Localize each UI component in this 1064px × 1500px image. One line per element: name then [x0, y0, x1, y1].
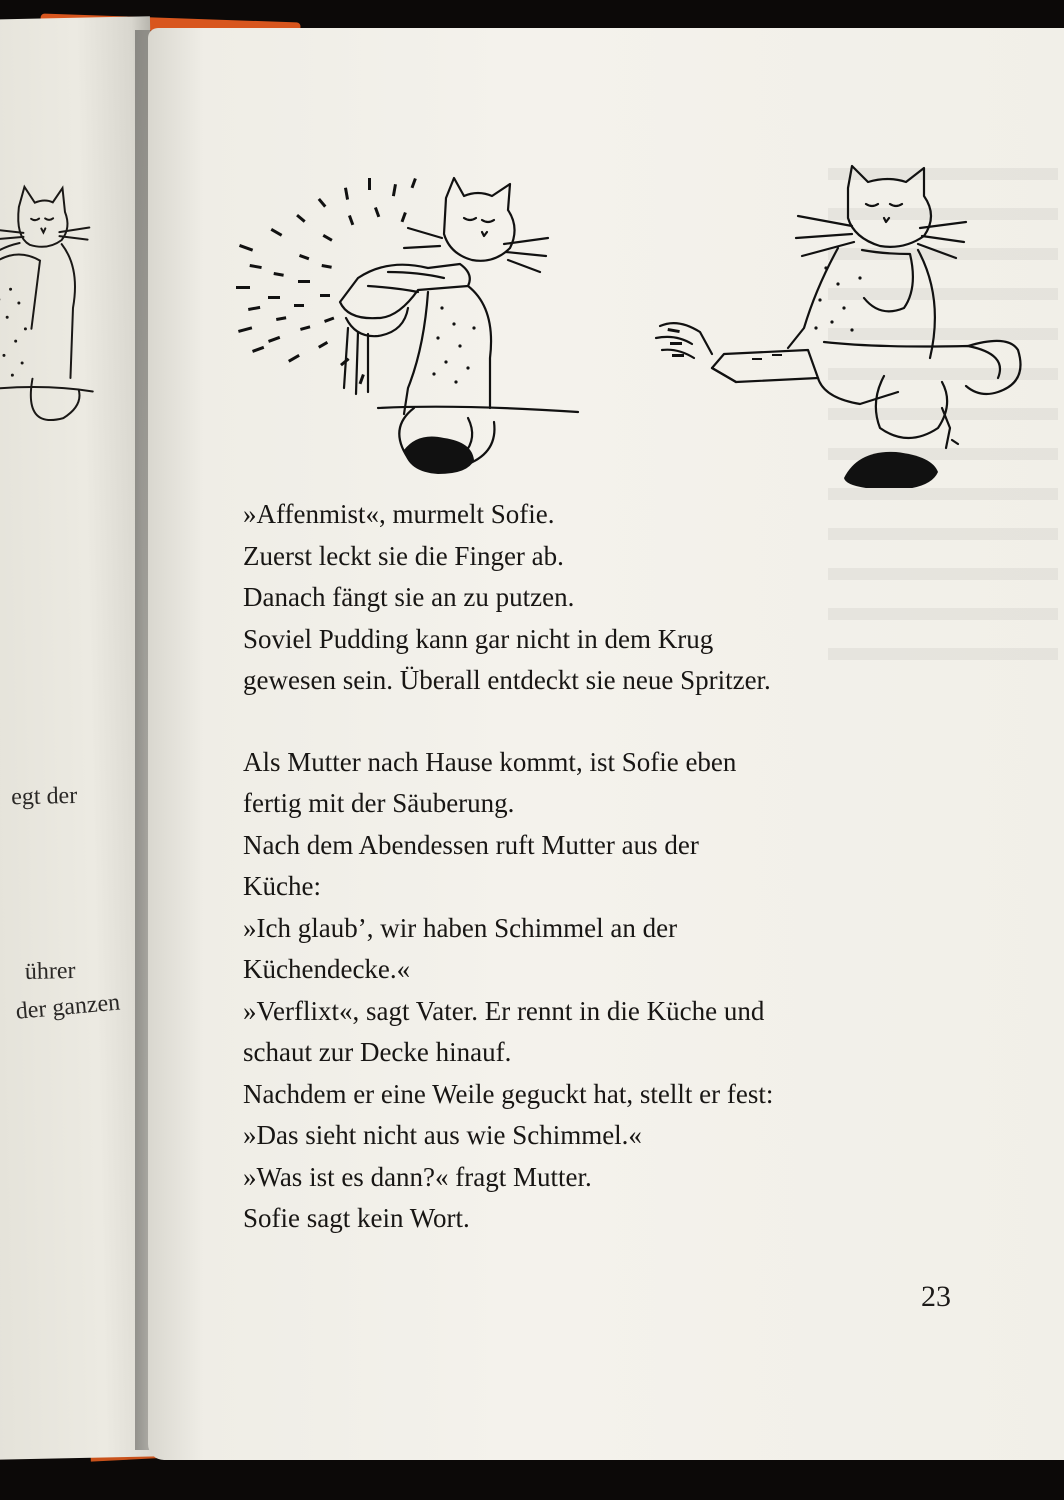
text-line: Küchendecke.« [243, 954, 411, 984]
text-line: Nachdem er eine Weile geguckt hat, stellt er fest: [243, 1078, 774, 1109]
left-page-fragment-2: ührer [24, 957, 76, 986]
cat-licking-pudding-illustration [228, 168, 588, 478]
left-cat-illustration [0, 177, 113, 430]
page-number: 23 [921, 1280, 951, 1313]
text-line: Küche: [243, 871, 321, 901]
left-page-fragment-3: der ganzen [14, 989, 122, 1025]
text-line: »Affenmist«, murmelt Sofie. [243, 499, 555, 529]
text-line: schaut zur Decke hinauf. [243, 1037, 512, 1067]
text-line: Als Mutter nach Hause kommt, ist Sofie eben [243, 746, 737, 777]
text-line: »Das sieht nicht aus wie Schimmel.« [243, 1120, 642, 1150]
right-page [148, 28, 1064, 1460]
text-line: fertig mit der Säuberung. [243, 788, 515, 818]
text-line: Sofie sagt kein Wort. [243, 1203, 470, 1233]
story-text [243, 494, 1043, 1240]
text-line: »Ich glaub’, wir haben Schimmel an der [243, 912, 678, 943]
text-line: »Was ist es dann?« fragt Mutter. [243, 1161, 592, 1192]
text-line: Danach fängt sie an zu putzen. [243, 582, 575, 612]
paragraph-1 [243, 494, 1043, 702]
text-line: »Verflixt«, sagt Vater. Er rennt in die Küche und [243, 995, 765, 1026]
text-line: Nach dem Abendessen ruft Mutter aus der [243, 829, 699, 860]
text-line: Zuerst leckt sie die Finger ab. [243, 540, 564, 571]
text-line: gewesen sein. Überall entdeckt sie neue Spritzer. [243, 665, 771, 695]
left-page-fragment-1: egt der [10, 782, 78, 811]
paragraph-gap [243, 702, 1043, 742]
paragraph-2 [243, 742, 1043, 1240]
text-line: Soviel Pudding kann gar nicht in dem Krug [243, 623, 714, 654]
cat-cleaning-jug-illustration [648, 158, 1028, 488]
